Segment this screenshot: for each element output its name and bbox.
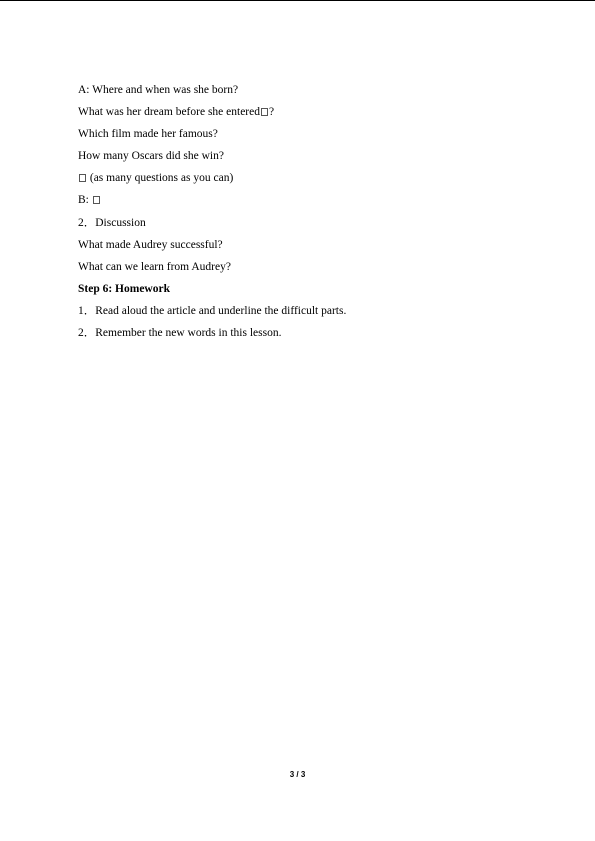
missing-glyph-icon [93,196,100,204]
answer-b [78,189,538,211]
instruction-questions-text: (as many questions as you can) [87,172,234,185]
question-dream-text: What was her dream before she entered [78,106,260,119]
question-birth: A: Where and when was she born? [78,84,239,96]
discussion-question-success: What made Audrey successful? [78,238,223,251]
discussion-question-learn: What can we learn from Audrey? [78,260,231,273]
question-oscars: How many Oscars did she win? [78,150,224,163]
document-body [78,79,538,344]
top-border-line [0,0,595,1]
instruction-questions [78,167,538,189]
page-number: 3 / 3 [289,770,306,779]
homework-item-1: 1．Read aloud the article and underline the difficult parts. [78,304,347,317]
step-6-heading: Step 6: Homework [78,282,170,295]
answer-b-label: B: [78,194,92,207]
discussion-heading: 2．Discussion [78,216,146,229]
missing-glyph-icon [79,174,86,182]
homework-item-2: 2．Remember the new words in this lesson. [78,327,282,340]
question-dream [78,101,538,123]
question-film: Which film made her famous? [78,128,218,141]
missing-glyph-icon [261,108,268,116]
question-dream-mark: ? [269,106,275,119]
